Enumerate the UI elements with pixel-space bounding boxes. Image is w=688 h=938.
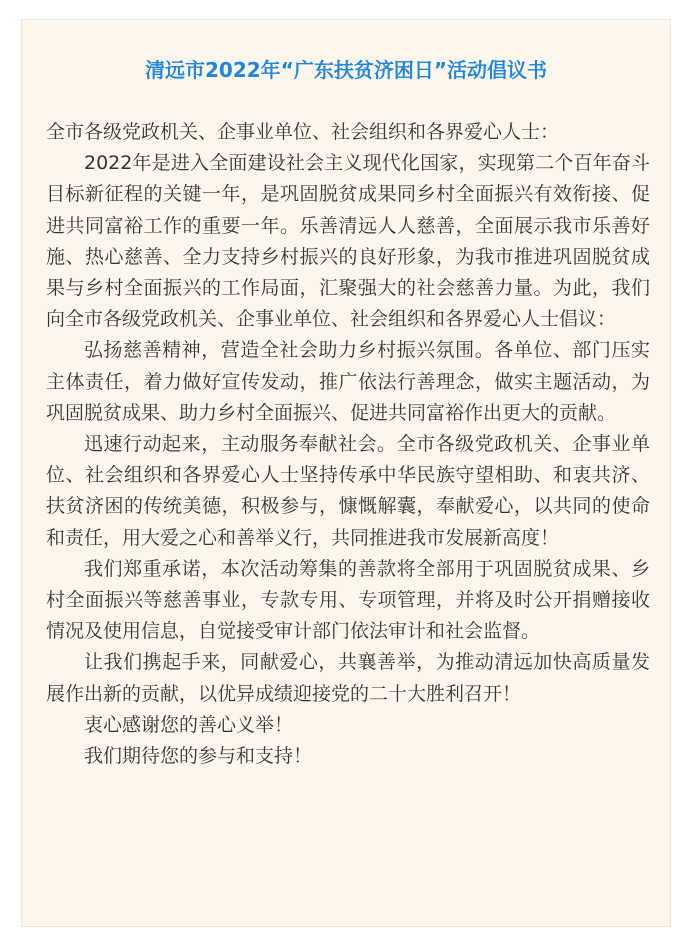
paragraph-thanks: 衷心感谢您的善心义举！ — [84, 713, 294, 736]
paragraph-promise: 我们郑重承诺，本次活动筹集的善款将全部用于巩固脱贫成果、乡村全面振兴等慈善事业，专款专用、专项管理，并将及时公开捐赠接收情况及使用信息，自觉接受审计部门依法审计和社会监督。 — [46, 557, 650, 643]
paragraph-call: 让我们携起手来，同献爱心，共襄善举，为推动清远加快高质量发展作出新的贡献，以优异成绩迎接党的二十大胜利召开！ — [46, 651, 650, 705]
paragraph-action: 迅速行动起来，主动服务奉献社会。全市各级党政机关、企事业单位、社会组织和各界爱心人士坚持传承中华民族守望相助、和衷共济、扶贫济困的传统美德，积极参与，慷慨解囊，奉献爱心，以共同的使命和责任，用大爱之心和善举义行，共同推进我市发展新高度！ — [46, 433, 650, 549]
paragraph-spirit: 弘扬慈善精神，营造全社会助力乡村振兴氛围。各单位、部门压实主体责任，着力做好宣传发动，推广依法行善理念，做实主题活动，为巩固脱贫成果、助力乡村全面振兴、促进共同富裕作出更大的贡献。 — [46, 339, 650, 424]
document-body — [46, 117, 650, 772]
salutation: 全市各级党政机关、企事业单位、社会组织和各界爱心人士： — [46, 121, 560, 143]
document-title: 清远市2022年“广东扶贫济困日”活动倡议书 — [145, 58, 547, 82]
proposal-document — [21, 19, 671, 927]
paragraph-intro: 2022年是进入全面建设社会主义现代化国家，实现第二个百年奋斗目标新征程的关键一年，是巩固脱贫成果同乡村全面振兴有效衔接、促进共同富裕工作的重要一年。乐善清远人人慈善，全面展示我市乐善好施、热心慈善、全力支持乡村振兴的良好形象，为我市推进巩固脱贫成果与乡村全面振兴的工作局面，汇聚强大的社会慈善力量。为此，我们向全市各级党政机关、企事业单位、社会组织和各界爱心人士倡议： — [46, 152, 650, 331]
paragraph-closing: 我们期待您的参与和支持！ — [84, 745, 313, 768]
